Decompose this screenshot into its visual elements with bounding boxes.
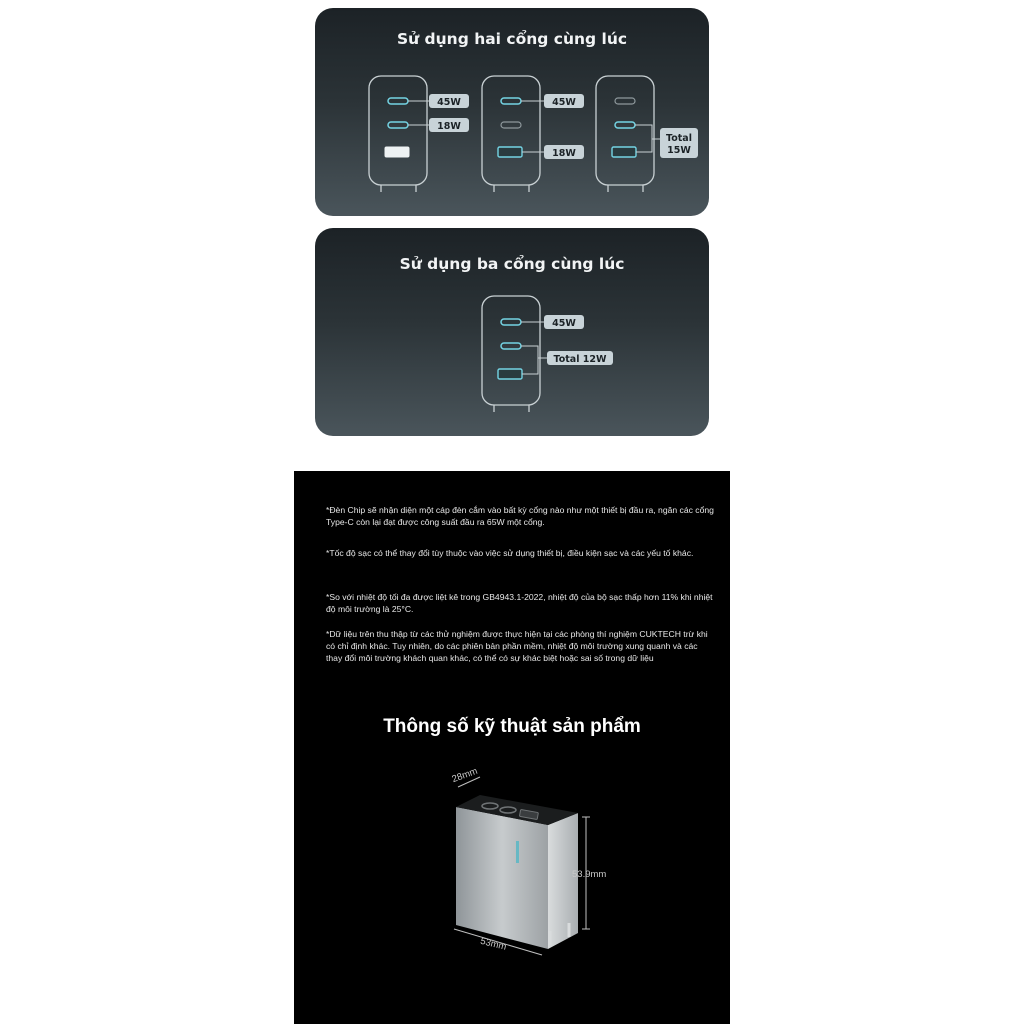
usb-a-port-icon (385, 147, 409, 157)
usb-c1-port-icon (615, 98, 635, 104)
width-dimension: 53mm (479, 935, 508, 953)
three-port-diagram (315, 228, 709, 436)
note-1: *Đèn Chip sẽ nhận diện một cáp đèn cắm vào bất kỳ cổng nào như một thiết bị đầu ra, ngăn các cổng Type-C còn lại đạt được công suất đầu ra 65W một cổng. (326, 505, 714, 527)
usb-c1-port-icon (501, 319, 521, 325)
usb-a-port-icon (612, 147, 636, 157)
usb-a-port-icon (498, 369, 522, 379)
height-dimension: 53.9mm (572, 869, 607, 880)
usb-c2-port-icon (388, 122, 408, 128)
note-4: *Dữ liệu trên thu thập từ các thử nghiệm được thực hiện tại các phòng thí nghiệm CUKTECH trừ khi có chỉ định khác. Tuy nhiên, do các phiên bản phần mềm, nhiệt độ môi trường xung quanh và các thay đổi môi trường khách quan khác, có thể có sự khác biệt hoặc sai số trong dữ liệu (326, 629, 708, 663)
config1-label-2: 18W (437, 121, 461, 132)
config3-label-1: Total (666, 133, 692, 144)
config3-label-2: 15W (667, 145, 691, 156)
depth-dimension: 28mm (450, 765, 480, 786)
usb-c1-port-icon (501, 98, 521, 104)
charger-config-2 (482, 76, 584, 192)
config1-label-1: 45W (437, 97, 461, 108)
usb-c2-port-icon (501, 343, 521, 349)
usb-c1-port-icon (388, 98, 408, 104)
two-port-diagrams (315, 8, 709, 216)
brand-logo (516, 841, 519, 863)
charger-product-image (294, 471, 730, 1024)
config2-label-2: 18W (552, 148, 576, 159)
usb-c2-port-icon (615, 122, 635, 128)
charger-config-3 (596, 76, 698, 192)
three-port-title: Sử dụng ba cổng cùng lúc (399, 255, 625, 273)
charger-config-1 (369, 76, 469, 192)
three-port-label-1: 45W (552, 318, 576, 329)
note-3: *So với nhiệt độ tối đa được liệt kê trong GB4943.1-2022, nhiệt độ của bộ sạc thấp hơn 11% khi nhiệt độ môi trường là 25°C. (326, 592, 713, 614)
usb-c2-port-icon (501, 122, 521, 128)
charger-config-all (482, 296, 613, 412)
spec-section (294, 471, 730, 1024)
three-port-label-2: Total 12W (553, 354, 607, 365)
note-2: *Tốc độ sạc có thể thay đổi tùy thuộc vào việc sử dụng thiết bị, điều kiện sạc và các yếu tố khác. (326, 548, 694, 558)
three-port-card (315, 228, 709, 436)
config2-label-1: 45W (552, 97, 576, 108)
two-port-card (315, 8, 709, 216)
usb-a-port-icon (498, 147, 522, 157)
spec-title: Thông số kỹ thuật sản phẩm (383, 716, 641, 737)
two-port-title: Sử dụng hai cổng cùng lúc (396, 30, 628, 48)
